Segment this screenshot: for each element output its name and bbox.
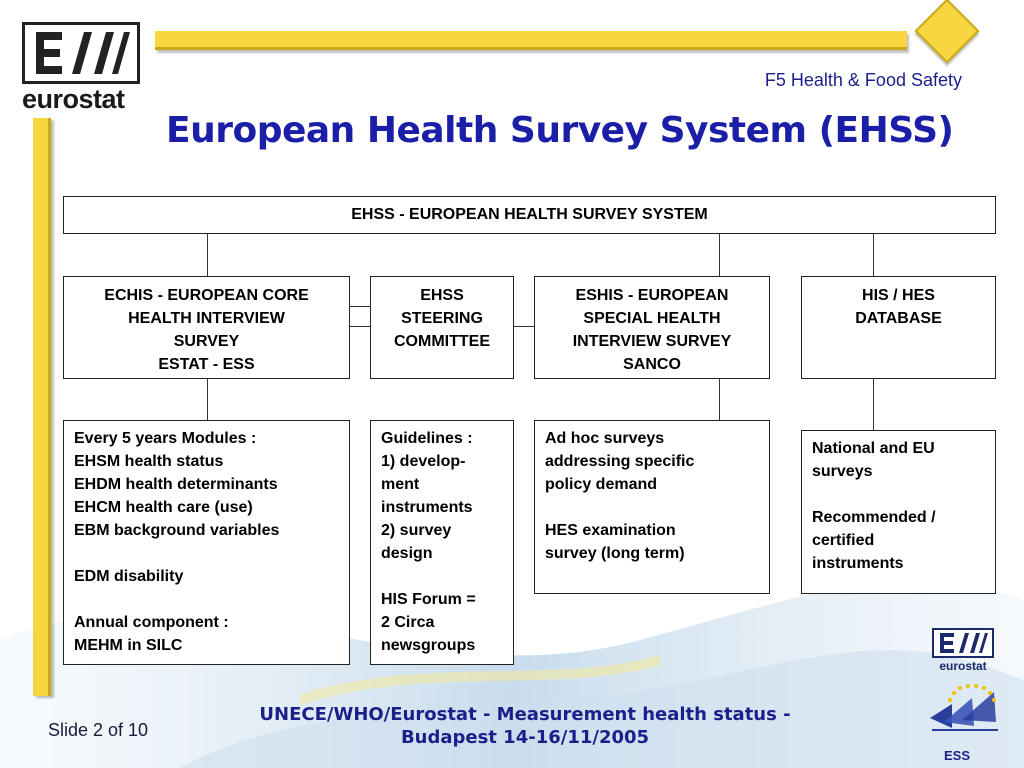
detail-line [74, 542, 339, 565]
connector-line [207, 234, 208, 276]
detail-line: EHDM health determinants [74, 476, 278, 493]
detail-line: EHCM health care (use) [74, 499, 253, 516]
detail-line: EBM background variables [74, 522, 280, 539]
detail-line: 2) survey [381, 522, 452, 539]
detail-line: policy demand [545, 476, 658, 493]
connector-line [207, 378, 208, 420]
detail-line: MEHM in SILC [74, 637, 183, 654]
connector-line [873, 378, 874, 430]
eshis-line: SANCO [623, 356, 681, 373]
database-line: HIS / HES [862, 287, 935, 304]
top-yellow-bar [155, 31, 907, 50]
eshis-line: INTERVIEW SURVEY [572, 333, 732, 350]
detail-line: newsgroups [381, 637, 476, 654]
connector-line [349, 306, 371, 307]
steering-line: EHSS [420, 287, 464, 304]
steering-line: COMMITTEE [394, 333, 490, 350]
echis-line: SURVEY [173, 333, 240, 350]
small-logo-wordmark: eurostat [939, 659, 987, 673]
national-surveys-box [801, 430, 996, 594]
footer-text [230, 703, 820, 749]
ad-hoc-surveys-box [534, 420, 770, 594]
footer-line-1: UNECE/WHO/Eurostat - Measurement health status - [259, 704, 791, 725]
detail-line: 2 Circa [381, 614, 435, 631]
eurostat-logo-icon [22, 22, 140, 84]
detail-line [545, 496, 759, 519]
echis-details-box [63, 420, 350, 665]
guidelines-box [370, 420, 514, 665]
detail-line [381, 565, 503, 588]
ess-emblem-icon [922, 678, 1006, 740]
detail-line: surveys [812, 463, 873, 480]
ess-label: ESS [944, 748, 971, 763]
connector-line [719, 234, 720, 276]
steering-committee-box [370, 276, 514, 379]
detail-line: survey (long term) [545, 545, 685, 562]
detail-line: National and EU [812, 440, 935, 457]
detail-line [812, 483, 985, 506]
detail-line: Annual component : [74, 614, 229, 631]
page-title: European Health Survey System (EHSS) [166, 110, 954, 151]
connector-line [719, 378, 720, 420]
connector-line [873, 234, 874, 276]
echis-line: ECHIS - EUROPEAN CORE [104, 287, 309, 304]
detail-line: EHSM health status [74, 453, 224, 470]
detail-line: instruments [381, 499, 473, 516]
detail-line: HES examination [545, 522, 676, 539]
left-yellow-bar [33, 118, 51, 696]
echis-line: HEALTH INTERVIEW [128, 310, 285, 327]
steering-line: STEERING [401, 310, 483, 327]
detail-line [74, 588, 339, 611]
detail-line: Every 5 years Modules : [74, 430, 257, 447]
footer-line-2: Budapest 14-16/11/2005 [400, 727, 650, 748]
detail-line: EDM disability [74, 568, 184, 585]
eshis-box [534, 276, 770, 379]
connector-line [513, 326, 535, 327]
detail-line: design [381, 545, 433, 562]
echis-box [63, 276, 350, 379]
logo-wordmark: eurostat [22, 84, 125, 114]
detail-line: Guidelines : [381, 430, 473, 447]
eshis-line: SPECIAL HEALTH [583, 310, 721, 327]
eurostat-small-logo-icon [932, 628, 994, 674]
echis-line: ESTAT - ESS [158, 356, 255, 373]
detail-line: Recommended / [812, 509, 936, 526]
detail-line: instruments [812, 555, 904, 572]
detail-line: 1) develop- [381, 453, 466, 470]
ehss-system-label: EHSS - EUROPEAN HEALTH SURVEY SYSTEM [351, 206, 708, 223]
ehss-system-box [63, 196, 996, 234]
detail-line: addressing specific [545, 453, 695, 470]
detail-line: certified [812, 532, 875, 549]
connector-line [349, 326, 371, 327]
slide-number: Slide 2 of 10 [48, 720, 149, 740]
detail-line: HIS Forum = [381, 591, 476, 608]
unit-subtitle: F5 Health & Food Safety [764, 70, 962, 90]
detail-line: Ad hoc surveys [545, 430, 665, 447]
his-hes-database-box [801, 276, 996, 379]
detail-line: ment [381, 476, 420, 493]
eshis-line: ESHIS - EUROPEAN [575, 287, 729, 304]
database-line: DATABASE [855, 310, 942, 327]
